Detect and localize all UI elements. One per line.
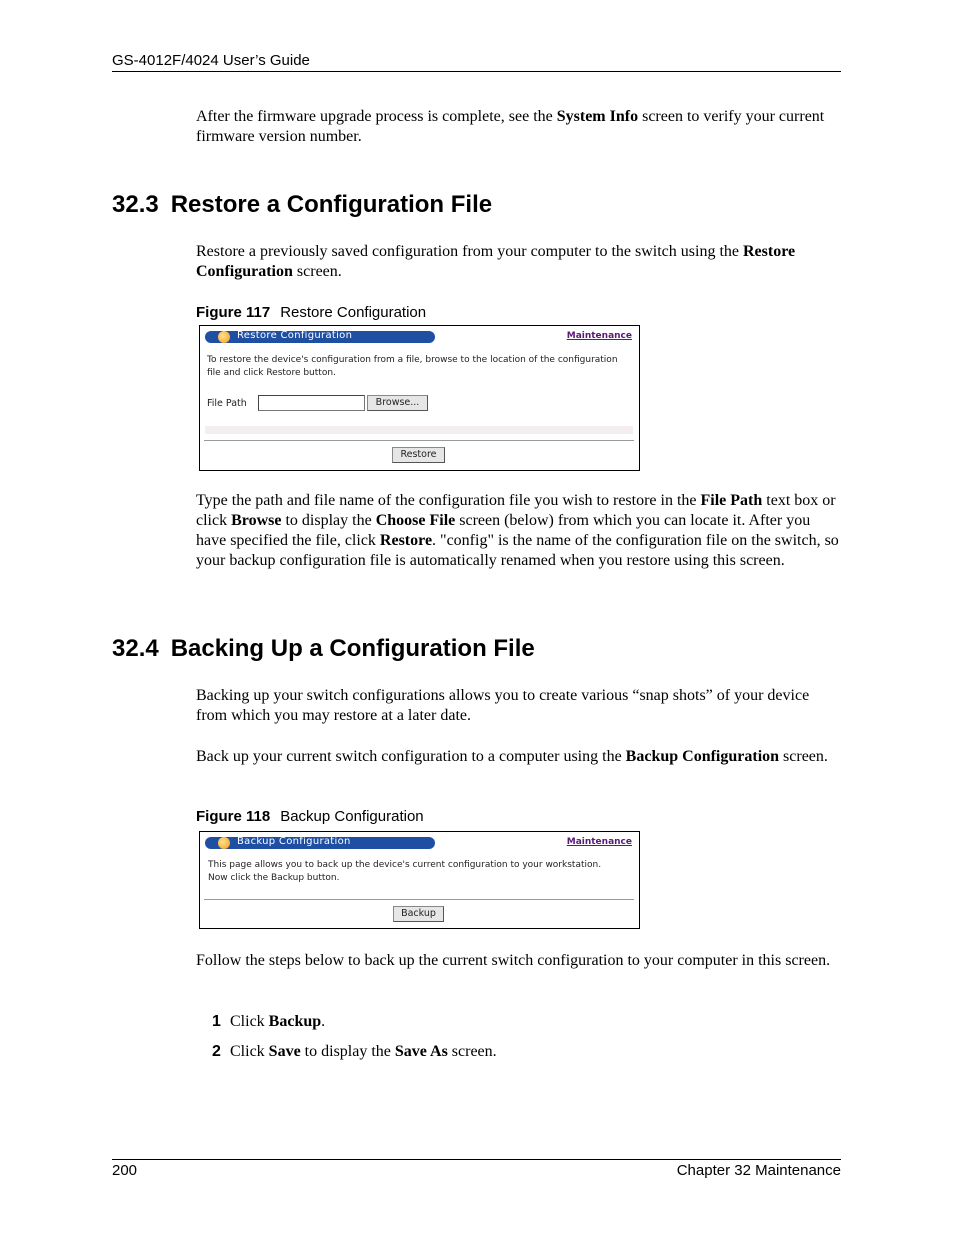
header-rule — [112, 71, 841, 72]
backup-paragraph-3: Follow the steps below to back up the current switch configuration to your computer in this screen. — [196, 952, 831, 969]
text-run: screen. — [292, 263, 342, 280]
screen-description: This page allows you to back up the device's current configuration to your workstation. Now click the Backup button. — [208, 860, 602, 883]
figure-label: Figure 117 — [196, 304, 271, 321]
bold-run: Restore Configuration — [196, 243, 796, 280]
bold-run: Backup — [268, 1013, 322, 1030]
file-path-label: File Path — [207, 398, 247, 409]
step-number: 1 — [212, 1013, 221, 1030]
bold-run: Save — [268, 1043, 301, 1060]
bold-run: Save As — [394, 1043, 448, 1060]
figure-label: Figure 118 — [196, 808, 271, 825]
intro-text-2: screen to verify your current firmware version number. — [196, 108, 825, 145]
bold-run: Restore — [379, 532, 433, 549]
restore-button[interactable]: Restore — [392, 447, 445, 463]
panel-shade-strip — [205, 426, 633, 434]
title-bullet-icon — [218, 331, 230, 343]
text-run: screen (below) from which you can locate it. After you have specified the file, click — [196, 512, 811, 549]
section-title: Restore a Configuration File — [170, 191, 493, 218]
text-run: screen. — [447, 1043, 497, 1060]
backup-paragraph-2 — [196, 747, 841, 767]
text-run: to display the — [300, 1043, 395, 1060]
section-heading-backup — [112, 635, 535, 663]
intro-text-1: After the firmware upgrade process is complete, see the — [196, 108, 557, 125]
file-path-input[interactable] — [258, 395, 365, 411]
figure-caption-118 — [196, 808, 424, 825]
section-number: 32.3 — [112, 191, 159, 218]
text-run: Click — [230, 1013, 269, 1030]
screen-title: Backup Configuration — [237, 836, 351, 847]
backup-button[interactable]: Backup — [393, 906, 444, 922]
panel-divider — [204, 440, 634, 441]
text-run: to display the — [281, 512, 376, 529]
page-number: 200 — [112, 1162, 138, 1179]
screen-description: To restore the device's configuration from a file, browse to the location of the configuration file and click Restore button. — [207, 355, 618, 378]
text-run: Click — [230, 1043, 269, 1060]
bold-run: Choose File — [375, 512, 456, 529]
intro-paragraph — [196, 107, 841, 147]
section-number: 32.4 — [112, 635, 159, 662]
text-run: . — [321, 1013, 326, 1030]
restore-paragraph-2 — [196, 491, 841, 571]
restore-paragraph-1 — [196, 242, 841, 282]
text-run: text box or click — [196, 492, 836, 529]
bold-run: File Path — [700, 492, 763, 509]
screen-title: Restore Configuration — [237, 330, 353, 341]
list-item — [212, 1042, 497, 1072]
backup-configuration-screen — [199, 831, 640, 929]
figure-caption-text: Restore Configuration — [280, 304, 427, 321]
section-heading-restore — [112, 191, 492, 219]
maintenance-link[interactable]: Maintenance — [566, 837, 632, 847]
list-item — [212, 1012, 497, 1042]
browse-button[interactable]: Browse... — [367, 395, 428, 411]
text-run: . "config" is the name of the configuration file on the switch, so your backup configuration file is automatically renamed when you restore using this screen. — [196, 532, 839, 569]
backup-paragraph-1: Backing up your switch configurations allows you to create various “snap shots” of your device from which you may restore at a later date. — [196, 687, 810, 724]
figure-caption-117 — [196, 304, 426, 321]
text-run: Type the path and file name of the configuration file you wish to restore in the — [196, 492, 701, 509]
text-run: Back up your current switch configuration to a computer using the — [196, 748, 626, 765]
maintenance-link[interactable]: Maintenance — [566, 331, 632, 341]
figure-caption-text: Backup Configuration — [280, 808, 424, 825]
bold-run: Browse — [231, 512, 282, 529]
title-bullet-icon — [218, 837, 230, 849]
bold-run: Backup Configuration — [625, 748, 780, 765]
chapter-footer: Chapter 32 Maintenance — [676, 1162, 841, 1179]
intro-bold-1: System Info — [556, 108, 639, 125]
step-number: 2 — [212, 1043, 221, 1060]
running-header: GS-4012F/4024 User’s Guide — [112, 52, 310, 69]
text-run: screen. — [779, 748, 828, 765]
text-run: Restore a previously saved configuration from your computer to the switch using the — [196, 243, 743, 260]
backup-steps-list — [212, 1012, 497, 1072]
footer-rule — [112, 1159, 841, 1160]
section-title: Backing Up a Configuration File — [170, 635, 535, 662]
panel-divider — [204, 899, 634, 900]
restore-configuration-screen — [199, 325, 640, 471]
